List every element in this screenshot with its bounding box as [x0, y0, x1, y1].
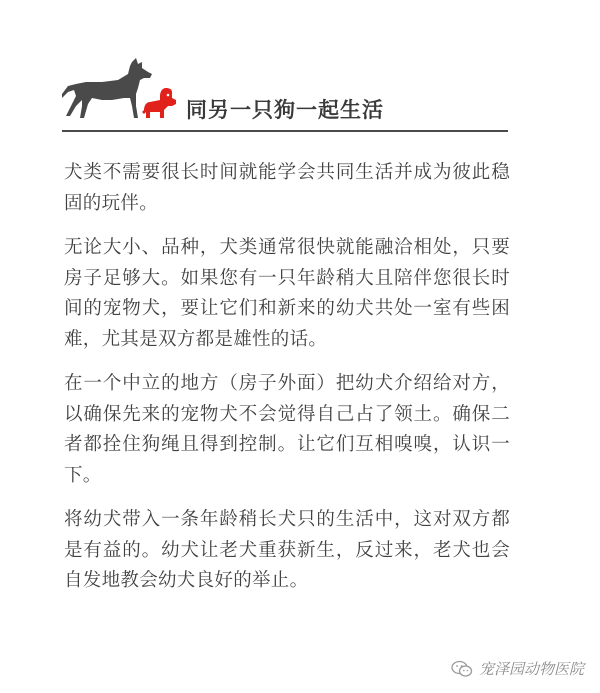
wechat-icon: [451, 660, 473, 678]
watermark: [451, 658, 584, 679]
paragraph-1: 犬类不需要很长时间就能学会共同生活并成为彼此稳固的玩伴。: [64, 162, 510, 214]
section-header: [62, 52, 508, 132]
puppy-icon: [140, 86, 178, 120]
paragraph-3: 在一个中立的地方（房子外面）把幼犬介绍给对方，以确保先来的宠物犬不会觉得自己占了领土。确保二者都拴住狗绳且得到控制。让它们互相嗅嗅，认识一下。: [64, 373, 510, 486]
article-body: [64, 158, 510, 611]
section-title: 同另一只狗一起生活: [186, 98, 384, 122]
paragraph-4: 将幼犬带入一条年龄稍长犬只的生活中，这对双方都是有益的。幼犬让老犬重获新生，反过来，老犬也会自发地教会幼犬良好的举止。: [64, 509, 510, 591]
header-divider: [62, 130, 508, 132]
paragraph-2: 无论大小、品种，犬类通常很快就能融洽相处，只要房子足够大。如果您有一只年龄稍大且陪伴您很长时间的宠物犬，要让它们和新来的幼犬共处一室有些困难，尤其是双方都是雄性的话。: [64, 237, 510, 350]
watermark-text: 宠泽园动物医院: [478, 660, 584, 678]
